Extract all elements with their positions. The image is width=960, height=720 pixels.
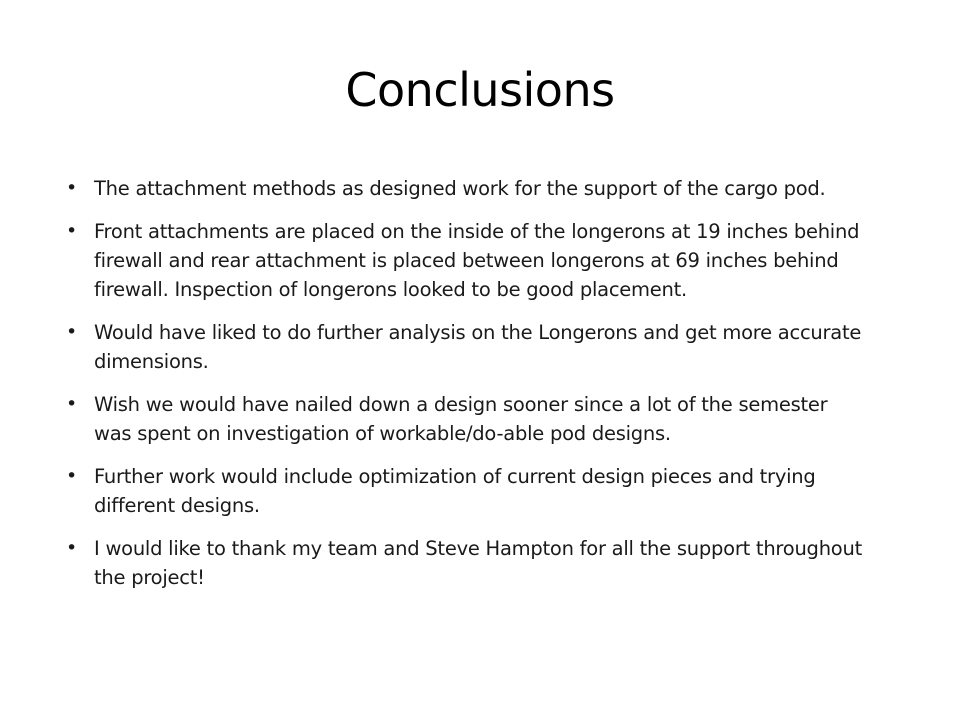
bullet-item xyxy=(66,318,866,376)
bullet-text: Further work would include optimization of current design pieces and trying different designs. xyxy=(94,465,816,517)
slide-title: Conclusions xyxy=(345,63,615,117)
bullet-item xyxy=(66,174,866,203)
bullet-text: Would have liked to do further analysis on the Longerons and get more accurate dimensions. xyxy=(94,321,862,373)
bullet-dot-icon: • xyxy=(66,465,77,487)
bullet-dot-icon: • xyxy=(66,321,77,343)
bullet-item xyxy=(66,217,866,304)
bullet-text: Wish we would have nailed down a design sooner since a lot of the semester was spent on investigation of workable/do-able pod designs. xyxy=(94,393,828,445)
bullet-item xyxy=(66,390,866,448)
bullet-dot-icon: • xyxy=(66,537,77,559)
bullet-dot-icon: • xyxy=(66,220,77,242)
bullet-list xyxy=(66,174,866,606)
bullet-item xyxy=(66,534,866,592)
bullet-dot-icon: • xyxy=(66,393,77,415)
bullet-item xyxy=(66,462,866,520)
bullet-text: I would like to thank my team and Steve Hampton for all the support throughout the project! xyxy=(94,537,862,589)
bullet-dot-icon: • xyxy=(66,177,77,199)
bullet-text: Front attachments are placed on the inside of the longerons at 19 inches behind firewall and rear attachment is placed between longerons at 69 inches behind firewall. Inspection of longerons looked to be good placement. xyxy=(94,220,860,301)
bullet-text: The attachment methods as designed work for the support of the cargo pod. xyxy=(94,177,826,200)
